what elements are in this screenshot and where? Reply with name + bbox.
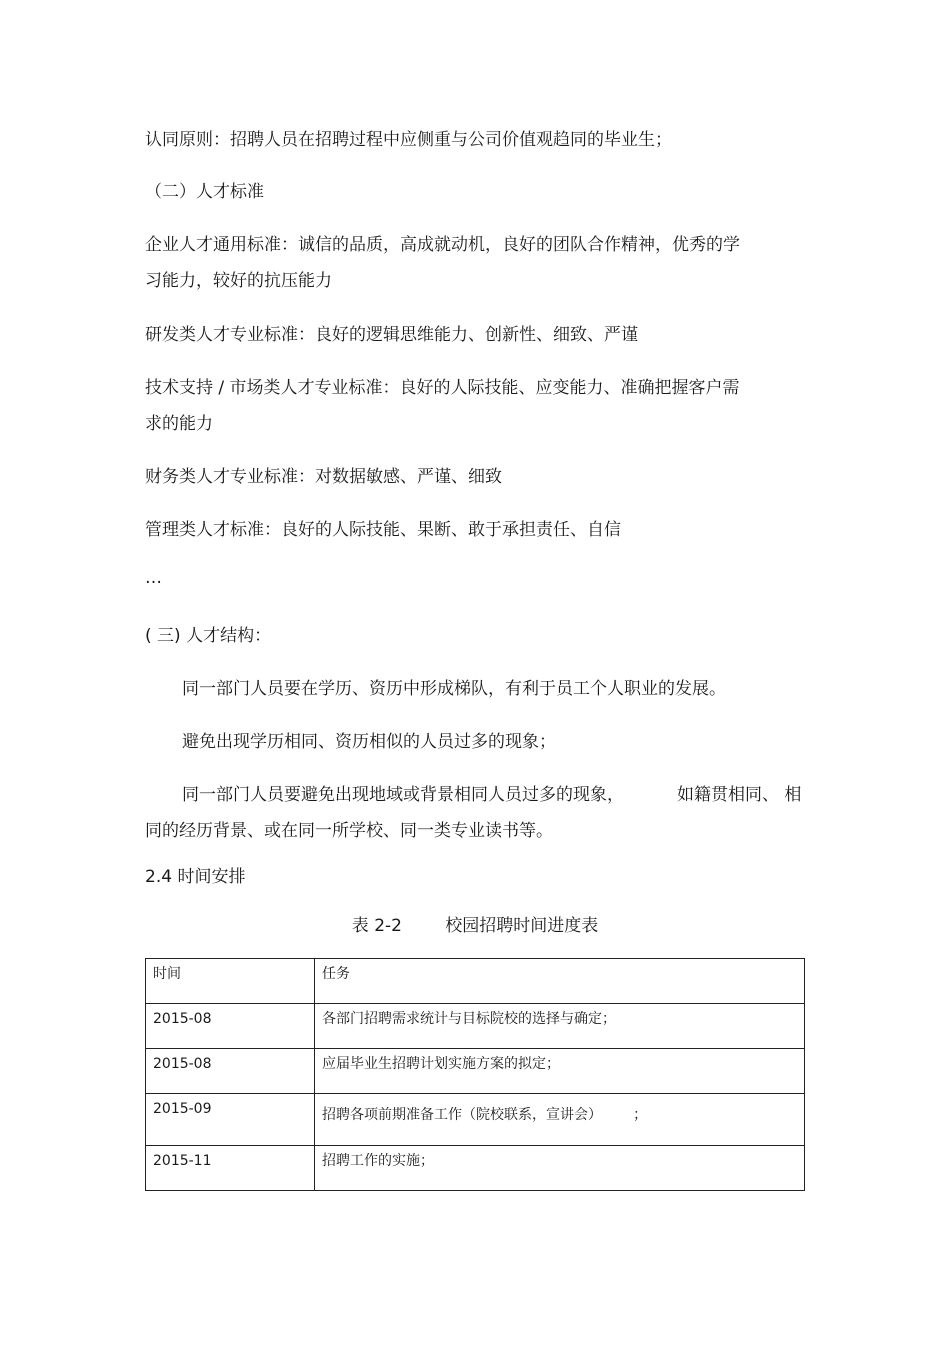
paragraph-management-standard: 管理类人才标准：良好的人际技能、果断、敢于承担责任、自信 bbox=[145, 520, 621, 540]
section-heading-talent-standard: （二）人才标准 bbox=[145, 182, 264, 202]
table-caption: 表 2-2 校园招聘时间进度表 bbox=[351, 916, 599, 936]
section-heading-time-schedule: 2.4 时间安排 bbox=[145, 867, 246, 887]
paragraph-tech-market-standard-line2: 求的能力 bbox=[145, 414, 213, 434]
section-heading-talent-structure: ( 三) 人才结构： bbox=[145, 626, 272, 646]
paragraph-structure-3-line2: 同的经历背景、或在同一所学校、同一类专业读书等。 bbox=[145, 821, 553, 841]
ellipsis: … bbox=[145, 568, 162, 588]
cell-time: 2015-09 bbox=[146, 1094, 315, 1146]
cell-task: 招聘各项前期准备工作（院校联系，宣讲会） ； bbox=[315, 1094, 805, 1146]
cell-task: 招聘工作的实施； bbox=[315, 1146, 805, 1191]
paragraph-finance-standard: 财务类人才专业标准：对数据敏感、严谨、细致 bbox=[145, 467, 502, 487]
cell-time: 2015-08 bbox=[146, 1049, 315, 1094]
paragraph-general-standard-line2: 习能力，较好的抗压能力 bbox=[145, 271, 332, 291]
paragraph-structure-2: 避免出现学历相同、资历相似的人员过多的现象； bbox=[182, 732, 556, 752]
table-row bbox=[146, 1094, 805, 1146]
header-time: 时间 bbox=[146, 959, 315, 1004]
paragraph-rd-standard: 研发类人才专业标准：良好的逻辑思维能力、创新性、细致、严谨 bbox=[145, 325, 638, 345]
paragraph-tech-market-standard-line1: 技术支持 / 市场类人才专业标准：良好的人际技能、应变能力、准确把握客户需 bbox=[145, 378, 740, 398]
table-row bbox=[146, 1146, 805, 1191]
cell-time: 2015-08 bbox=[146, 1004, 315, 1049]
paragraph-recognition-principle: 认同原则：招聘人员在招聘过程中应侧重与公司价值观趋同的毕业生； bbox=[145, 130, 672, 150]
schedule-table bbox=[145, 958, 805, 1191]
header-task: 任务 bbox=[315, 959, 805, 1004]
paragraph-general-standard-line1: 企业人才通用标准：诚信的品质，高成就动机，良好的团队合作精神，优秀的学 bbox=[145, 235, 740, 255]
table-header-row bbox=[146, 959, 805, 1004]
paragraph-structure-3-line1a: 同一部门人员要避免出现地域或背景相同人员过多的现象， bbox=[182, 785, 624, 805]
table-row bbox=[146, 1004, 805, 1049]
cell-task: 各部门招聘需求统计与目标院校的选择与确定； bbox=[315, 1004, 805, 1049]
paragraph-structure-3-line1b: 如籍贯相同、 相 bbox=[677, 785, 802, 805]
table-row bbox=[146, 1049, 805, 1094]
cell-task: 应届毕业生招聘计划实施方案的拟定； bbox=[315, 1049, 805, 1094]
cell-time: 2015-11 bbox=[146, 1146, 315, 1191]
paragraph-structure-1: 同一部门人员要在学历、资历中形成梯队，有利于员工个人职业的发展。 bbox=[182, 679, 726, 699]
